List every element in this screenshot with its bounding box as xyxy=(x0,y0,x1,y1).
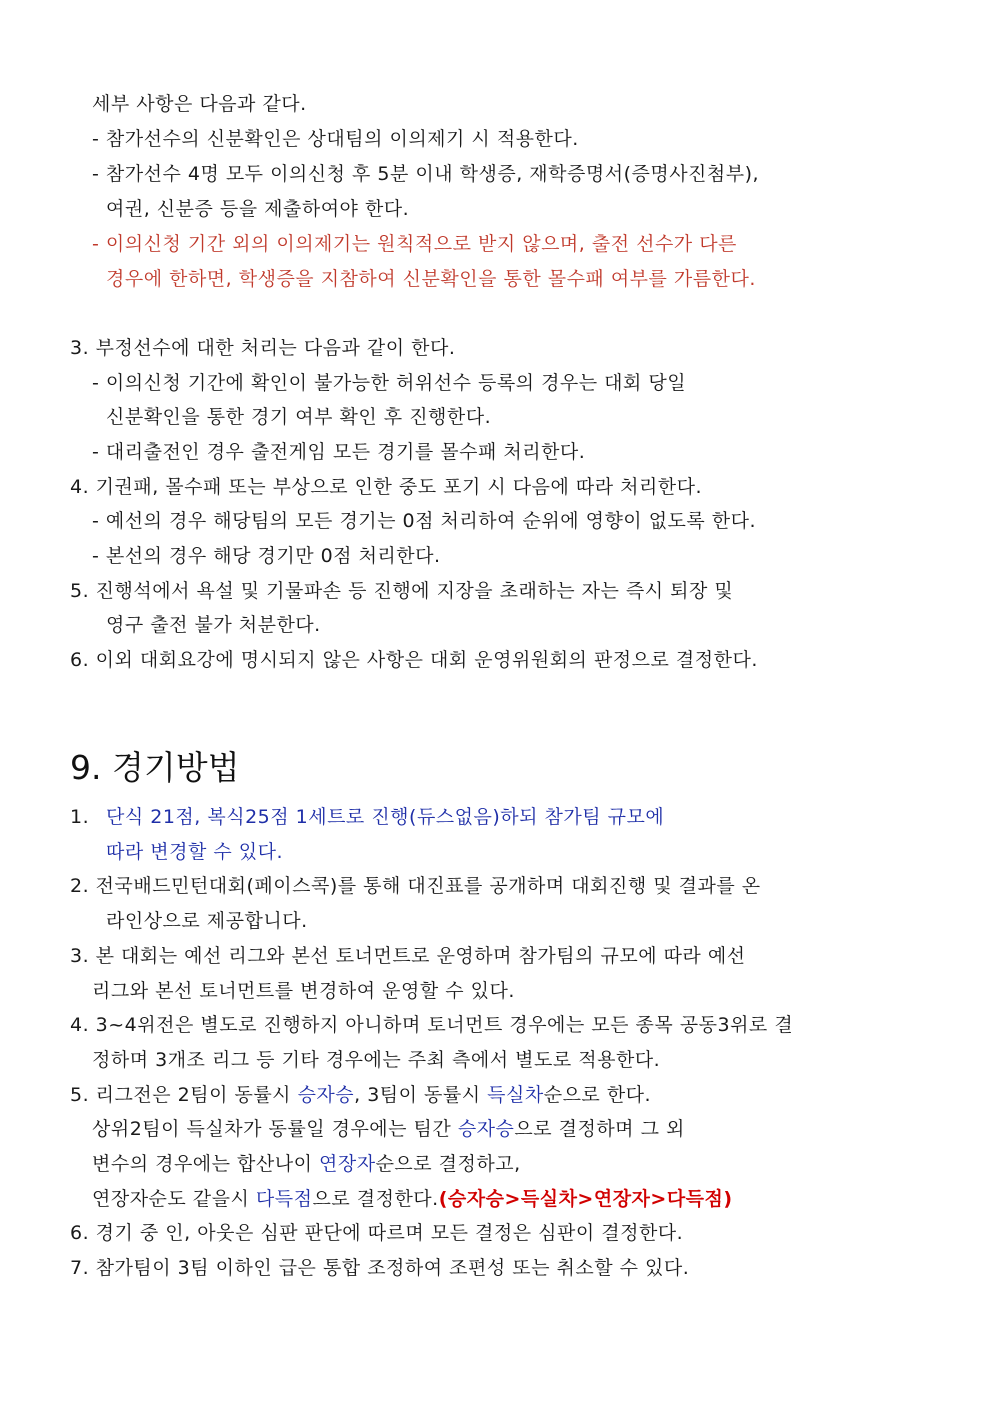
method-3: 3. 본 대회는 예선 리그와 본선 토너먼트로 운영하며 참가팀의 규모에 따라 예선 xyxy=(70,945,746,967)
method-5-line xyxy=(92,1187,733,1211)
text: 변수의 경우에는 합산나이 xyxy=(92,1153,320,1175)
rule-6: 6. 이외 대회요강에 명시되지 않은 사항은 대회 운영위원회의 판정으로 결정한다. xyxy=(70,649,758,671)
method-4-continued: 정하며 3개조 리그 등 기타 경우에는 주최 측에서 별도로 적용한다. xyxy=(92,1049,661,1071)
method-1-highlight: 단식 21점, 복식25점 1세트로 진행(듀스없음)하되 참가팀 규모에 xyxy=(106,806,665,828)
rule-3: 3. 부정선수에 대한 처리는 다음과 같이 한다. xyxy=(70,337,456,359)
keyword: 다득점 xyxy=(255,1188,313,1210)
tiebreak-summary: (승자승>득실차>연장자>다득점) xyxy=(438,1188,733,1210)
method-3-continued: 리그와 본선 토너먼트를 변경하여 운영할 수 있다. xyxy=(92,980,515,1002)
rule-3-sub: - 대리출전인 경우 출전게임 모든 경기를 몰수패 처리한다. xyxy=(92,441,586,463)
rule-5-continued: 영구 출전 불가 처분한다. xyxy=(106,614,321,636)
rule-5: 5. 진행석에서 욕설 및 기물파손 등 진행에 지장을 초래하는 자는 즉시 퇴장 및 xyxy=(70,580,734,602)
method-2-continued: 라인상으로 제공합니다. xyxy=(106,910,308,932)
method-5-line xyxy=(92,1117,685,1141)
section-heading: 9. 경기방법 xyxy=(70,748,240,787)
method-2: 2. 전국배드민턴대회(페이스콕)를 통해 대진표를 공개하며 대회진행 및 결과를 온 xyxy=(70,875,761,897)
text: 5. 리그전은 2팀이 동률시 xyxy=(70,1084,298,1106)
text: 으로 결정한다. xyxy=(312,1188,439,1210)
rule-4-sub: - 본선의 경우 해당 경기만 0점 처리한다. xyxy=(92,545,441,567)
text: 연장자순도 같을시 xyxy=(92,1188,256,1210)
text: 순으로 한다. xyxy=(543,1084,652,1106)
rule-3-sub: - 이의신청 기간에 확인이 불가능한 허위선수 등록의 경우는 대회 당일 xyxy=(92,372,687,394)
text: 순으로 결정하고, xyxy=(375,1153,521,1175)
text: , 3팀이 동률시 xyxy=(354,1084,488,1106)
detail-intro: 세부 사항은 다음과 같다. xyxy=(92,93,307,115)
rule-4: 4. 기권패, 몰수패 또는 부상으로 인한 중도 포기 시 다음에 따라 처리한다. xyxy=(70,476,703,498)
detail-item-highlight: - 이의신청 기간 외의 이의제기는 원칙적으로 받지 않으며, 출전 선수가 다른 xyxy=(92,233,737,255)
method-5-line xyxy=(92,1152,521,1176)
text: 으로 결정하며 그 외 xyxy=(514,1118,685,1140)
keyword: 득실차 xyxy=(487,1084,544,1106)
keyword: 승자승 xyxy=(457,1118,515,1140)
method-1-number: 1. xyxy=(70,806,90,828)
method-4: 4. 3~4위전은 별도로 진행하지 아니하며 토너먼트 경우에는 모든 종목 공동3위로 결 xyxy=(70,1014,794,1036)
text: 상위2팀이 득실차가 동률일 경우에는 팀간 xyxy=(92,1118,458,1140)
method-5 xyxy=(70,1083,651,1107)
detail-item-continued: 여권, 신분증 등을 제출하여야 한다. xyxy=(106,198,410,220)
detail-item: - 참가선수의 신분확인은 상대팀의 이의제기 시 적용한다. xyxy=(92,128,579,150)
rule-4-sub: - 예선의 경우 해당팀의 모든 경기는 0점 처리하여 순위에 영향이 없도록 한다. xyxy=(92,510,757,532)
method-1-highlight-continued: 따라 변경할 수 있다. xyxy=(106,841,283,863)
method-6: 6. 경기 중 인, 아웃은 심판 판단에 따르며 모든 결정은 심판이 결정한다. xyxy=(70,1222,684,1244)
detail-item-highlight-continued: 경우에 한하면, 학생증을 지참하여 신분확인을 통한 몰수패 여부를 가름한다. xyxy=(106,268,756,290)
detail-item: - 참가선수 4명 모두 이의신청 후 5분 이내 학생증, 재학증명서(증명사진첨부), xyxy=(92,163,760,185)
keyword: 연장자 xyxy=(319,1153,376,1175)
keyword: 승자승 xyxy=(297,1084,355,1106)
rule-3-sub-continued: 신분확인을 통한 경기 여부 확인 후 진행한다. xyxy=(106,406,492,428)
method-7: 7. 참가팀이 3팀 이하인 급은 통합 조정하여 조편성 또는 취소할 수 있다. xyxy=(70,1257,690,1279)
